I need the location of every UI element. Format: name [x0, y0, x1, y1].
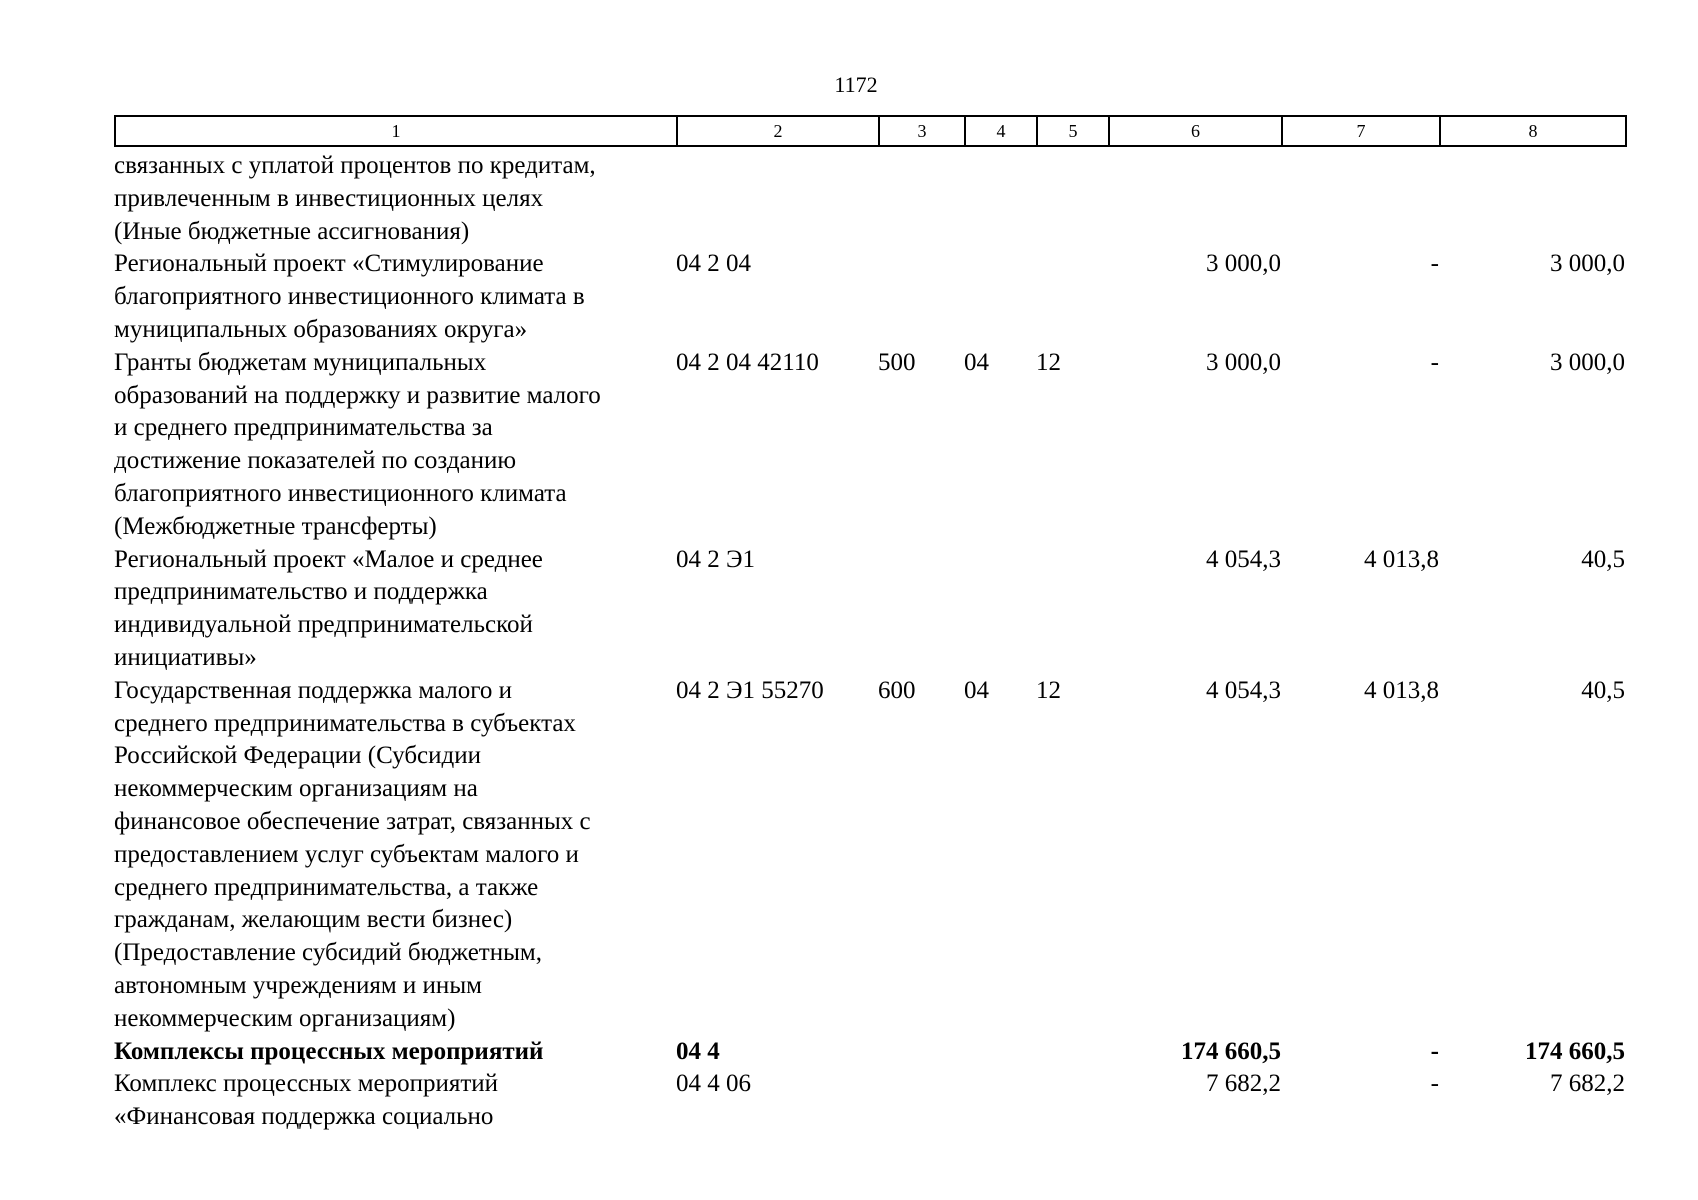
- row-vr: [878, 544, 964, 675]
- row-total: 3 000,0: [1206, 348, 1281, 376]
- row-name: Комплексы процессных мероприятий: [114, 1037, 544, 1065]
- header-col-7: 7: [1282, 116, 1440, 146]
- row-rz: [964, 1036, 1036, 1069]
- row-regional: 3 000,0: [1550, 348, 1625, 376]
- row-pr: [1036, 150, 1108, 248]
- row-vr: [878, 1068, 964, 1134]
- row-total: 174 660,5: [1181, 1037, 1281, 1065]
- table-row: [114, 347, 1625, 544]
- table-row-subtotal: [114, 1036, 1625, 1069]
- row-code: [676, 150, 878, 248]
- row-federal: -: [1430, 348, 1439, 376]
- row-code: 04 2 04 42110: [676, 348, 819, 376]
- header-col-4: 4: [965, 116, 1037, 146]
- row-code: 04 2 Э1: [676, 545, 756, 573]
- row-regional: [1439, 150, 1625, 248]
- row-name: Гранты бюджетам муниципальных образований на поддержку и развитие малого и среднего предпринимательства за достижение показателей по созданию благоприятного инвестиционного климата (Межбюджетные трансферты): [114, 348, 601, 540]
- row-total: 7 682,2: [1206, 1070, 1281, 1098]
- table-row: [114, 1068, 1625, 1134]
- row-rz: 04: [964, 676, 989, 704]
- row-pr: 12: [1036, 676, 1061, 704]
- row-federal: [1281, 150, 1439, 248]
- row-total: 4 054,3: [1206, 545, 1281, 573]
- row-name: Комплекс процессных мероприятий «Финансовая поддержка социально: [114, 1070, 499, 1131]
- row-vr: [878, 1036, 964, 1069]
- row-total: 4 054,3: [1206, 676, 1281, 704]
- table-row: [114, 248, 1625, 346]
- row-rz: 04: [964, 348, 989, 376]
- row-name: Региональный проект «Малое и среднее предпринимательство и поддержка индивидуальной предпринимательской инициативы»: [114, 545, 543, 671]
- header-col-8: 8: [1440, 116, 1626, 146]
- row-total: [1108, 150, 1281, 248]
- row-federal: -: [1430, 1037, 1439, 1065]
- row-rz: [964, 1068, 1036, 1134]
- row-vr: [878, 248, 964, 346]
- row-name: Региональный проект «Стимулирование благоприятного инвестиционного климата в муниципальных образованиях округа»: [114, 250, 585, 343]
- table-row: [114, 544, 1625, 675]
- row-vr: 600: [878, 676, 916, 704]
- row-code: 04 4: [676, 1037, 720, 1065]
- header-col-5: 5: [1037, 116, 1109, 146]
- table-row: [114, 150, 1625, 248]
- row-regional: 174 660,5: [1525, 1037, 1625, 1065]
- page-number: 1172: [834, 72, 878, 97]
- row-regional: 40,5: [1581, 545, 1625, 573]
- header-col-2: 2: [677, 116, 879, 146]
- row-rz: [964, 248, 1036, 346]
- row-regional: 7 682,2: [1550, 1070, 1625, 1098]
- row-federal: -: [1430, 1070, 1439, 1098]
- row-code: 04 2 Э1 55270: [676, 676, 824, 704]
- column-number-header: [114, 115, 1627, 147]
- row-pr: [1036, 1068, 1108, 1134]
- row-code: 04 2 04: [676, 250, 751, 278]
- row-federal: 4 013,8: [1364, 676, 1439, 704]
- row-rz: [964, 544, 1036, 675]
- row-rz: [964, 150, 1036, 248]
- row-total: 3 000,0: [1206, 250, 1281, 278]
- row-pr: [1036, 1036, 1108, 1069]
- row-federal: -: [1430, 250, 1439, 278]
- header-col-3: 3: [879, 116, 965, 146]
- row-regional: 3 000,0: [1550, 250, 1625, 278]
- row-federal: 4 013,8: [1364, 545, 1439, 573]
- row-pr: [1036, 248, 1108, 346]
- header-row: [115, 116, 1626, 146]
- row-regional: 40,5: [1581, 676, 1625, 704]
- row-name: связанных с уплатой процентов по кредитам, привлеченным в инвестиционных целях (Иные бюджетные ассигнования): [114, 152, 596, 245]
- header-col-6: 6: [1109, 116, 1282, 146]
- row-vr: [878, 150, 964, 248]
- header-col-1: 1: [115, 116, 677, 146]
- row-pr: 12: [1036, 348, 1061, 376]
- row-vr: 500: [878, 348, 916, 376]
- row-pr: [1036, 544, 1108, 675]
- row-code: 04 4 06: [676, 1070, 751, 1098]
- row-name: Государственная поддержка малого и среднего предпринимательства в субъектах Российской Федерации (Субсидии некоммерческим организациям на финансовое обеспечение затрат, связанных с предоставлением услуг субъектам малого и среднего предпринимательства, а также гражданам, желающим вести бизнес) (Предоставление субсидий бюджетным, автономным учреждениям и иным некоммерческим организациям): [114, 676, 591, 1032]
- budget-table: [114, 150, 1625, 1134]
- table-row: [114, 675, 1625, 1036]
